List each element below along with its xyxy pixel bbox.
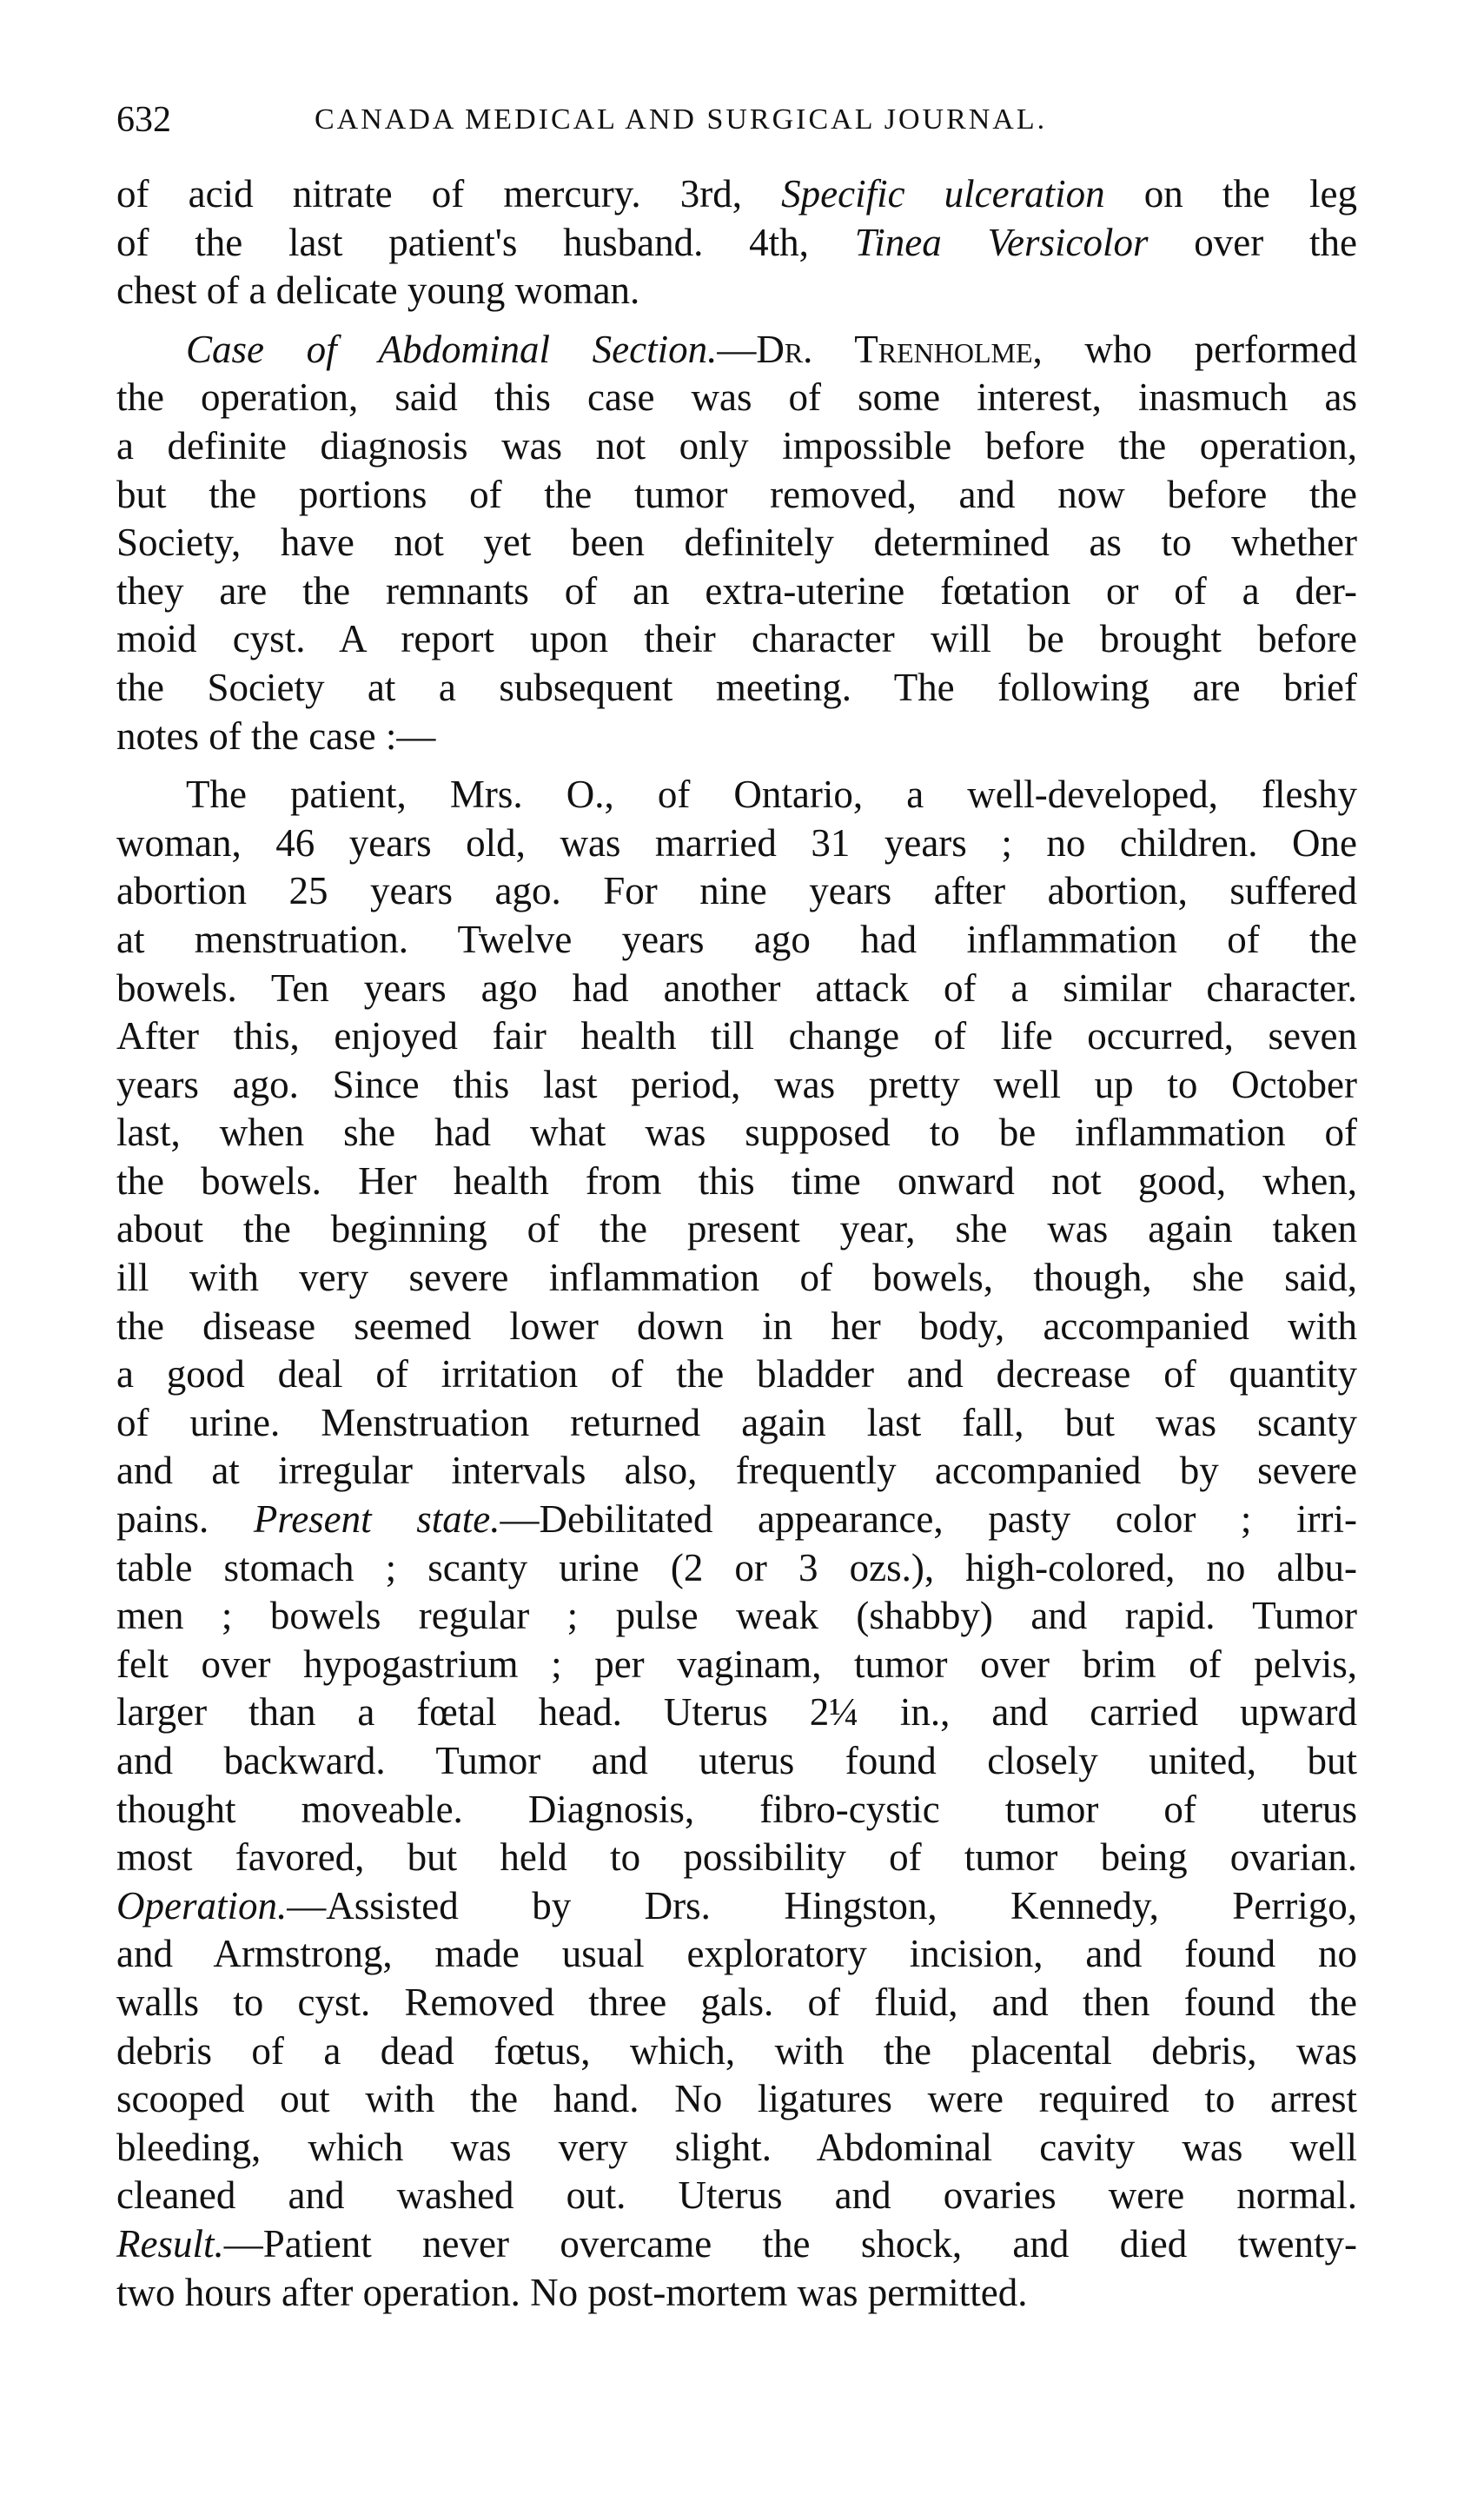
text-line: woman, 46 years old, was married 31 years ; no children. One: [116, 820, 1357, 865]
text-line: scooped out with the hand. No ligatures were required to arrest: [116, 2077, 1357, 2121]
text-line: but the portions of the tumor removed, and now before the: [116, 472, 1357, 516]
paragraph-gap: [116, 315, 1357, 326]
text-line: table stomach ; scanty urine (2 or 3 ozs.), high-colored, no albu-: [116, 1545, 1357, 1589]
text-line: After this, enjoyed fair health till change of life occurred, seven: [116, 1014, 1357, 1058]
text-line: of acid nitrate of mercury. 3rd, Specific ulceration on the leg: [116, 172, 1357, 216]
text-line: Society, have not yet been definitely determined as to whether: [116, 521, 1357, 565]
text-line: about the beginning of the present year, she was again taken: [116, 1207, 1357, 1251]
text-line: and backward. Tumor and uterus found closely united, but: [116, 1739, 1357, 1782]
text-line: Operation.—Assisted by Drs. Hingston, Kennedy, Perrigo,: [116, 1883, 1357, 1927]
text-line: moid cyst. A report upon their character will be brought before: [116, 617, 1357, 661]
text-line: Case of Abdominal Section.—Dr. Trenholme, who performed: [186, 327, 1357, 371]
text-line: bowels. Ten years ago had another attack of a similar character.: [116, 965, 1357, 1010]
text-line: abortion 25 years ago. For nine years after abortion, suffered: [116, 869, 1357, 913]
paragraph-gap: [116, 760, 1357, 771]
text-line: cleaned and washed out. Uterus and ovaries were normal.: [116, 2173, 1357, 2218]
text-line: chest of a delicate young woman.: [116, 269, 640, 313]
text-line: and at irregular intervals also, frequently accompanied by severe: [116, 1449, 1357, 1493]
article-body: [116, 170, 1357, 2317]
text-line: men ; bowels regular ; pulse weak (shabby) and rapid. Tumor: [116, 1594, 1357, 1638]
text-line: the Society at a subsequent meeting. The following are brief: [116, 665, 1357, 709]
text-line: The patient, Mrs. O., of Ontario, a well-developed, fleshy: [186, 773, 1357, 817]
text-line: of the last patient's husband. 4th, Tinea Versicolor over the: [116, 220, 1357, 264]
text-line: a good deal of irritation of the bladder and decrease of quantity: [116, 1352, 1357, 1397]
text-line: the bowels. Her health from this time onward not good, when,: [116, 1158, 1357, 1203]
text-line: Result.—Patient never overcame the shock, and died twenty-: [116, 2221, 1357, 2266]
text-line: pains. Present state.—Debilitated appearance, pasty color ; irri-: [116, 1497, 1358, 1542]
running-head: CANADA MEDICAL AND SURGICAL JOURNAL.: [315, 103, 1048, 136]
text-line: larger than a fœtal head. Uterus 2¼ in., and carried upward: [116, 1690, 1357, 1735]
text-line: bleeding, which was very slight. Abdominal cavity was well: [116, 2125, 1357, 2169]
text-line: most favored, but held to possibility of tumor being ovarian.: [116, 1835, 1357, 1880]
text-line: years ago. Since this last period, was pretty well up to October: [116, 1062, 1357, 1106]
page-header: [116, 94, 1368, 146]
text-line: the operation, said this case was of some interest, inasmuch as: [116, 375, 1357, 420]
text-line: ill with very severe inflammation of bowels, though, she said,: [116, 1256, 1357, 1300]
text-line: notes of the case :—: [116, 713, 436, 758]
text-line: walls to cyst. Removed three gals. of fluid, and then found the: [116, 1980, 1357, 2024]
text-line: at menstruation. Twelve years ago had inflammation of the: [116, 917, 1357, 961]
text-line: felt over hypogastrium ; per vaginam, tumor over brim of pelvis,: [116, 1642, 1357, 1686]
text-line: debris of a dead fœtus, which, with the placental debris, was: [116, 2028, 1357, 2073]
text-line: thought moveable. Diagnosis, fibro-cystic tumor of uterus: [116, 1787, 1357, 1831]
text-line: of urine. Menstruation returned again last fall, but was scanty: [116, 1400, 1357, 1444]
text-line: they are the remnants of an extra-uterine fœtation or of a der-: [116, 568, 1357, 613]
page-number: 632: [116, 100, 171, 140]
text-line: and Armstrong, made usual exploratory incision, and found no: [116, 1932, 1357, 1976]
text-line: a definite diagnosis was not only impossible before the operation,: [116, 423, 1357, 468]
text-line: two hours after operation. No post-mortem was permitted.: [116, 2270, 1028, 2314]
text-line: last, when she had what was supposed to be inflammation of: [116, 1111, 1357, 1155]
text-line: the disease seemed lower down in her body, accompanied with: [116, 1304, 1357, 1348]
